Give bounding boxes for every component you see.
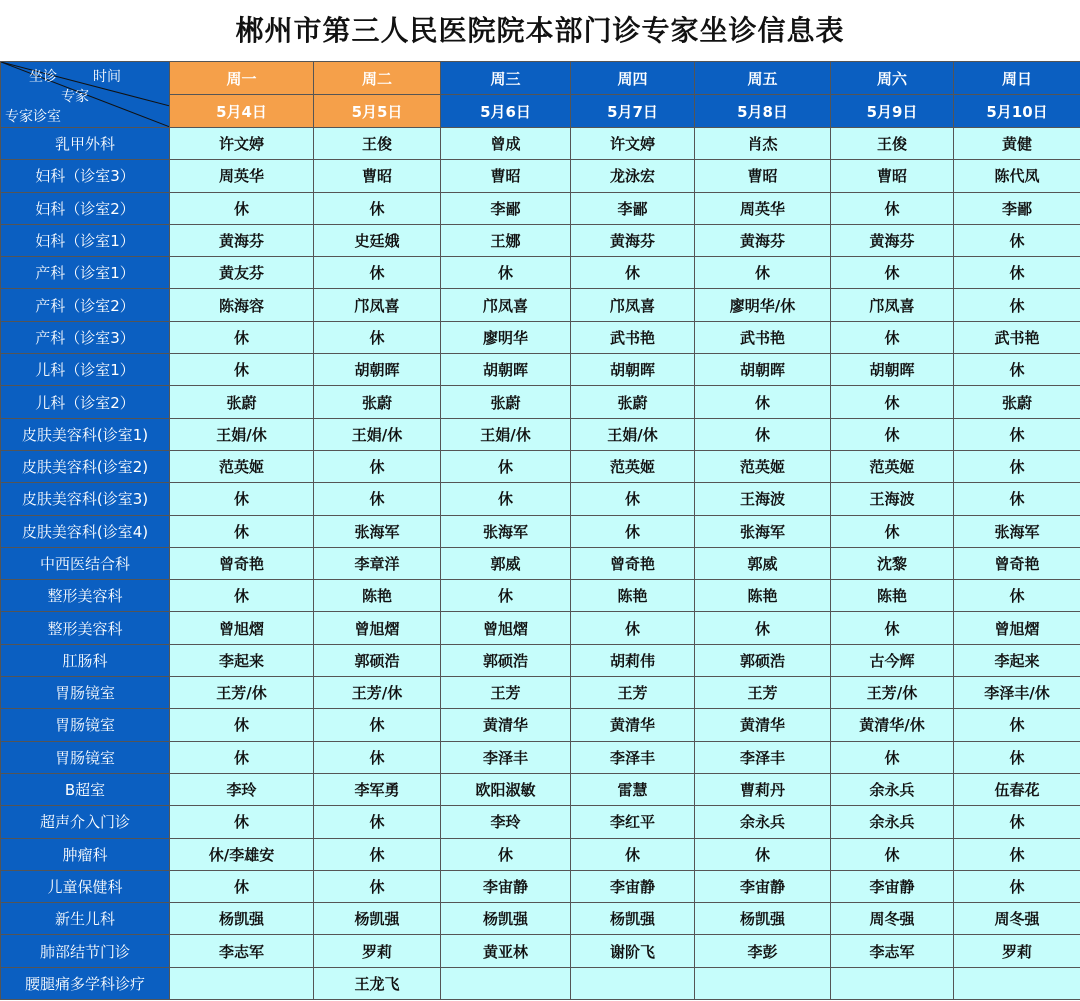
table-row <box>1 547 1080 579</box>
schedule-table <box>0 61 1080 1000</box>
table-row <box>1 224 1080 256</box>
doctor-cell: 王芳/休 <box>831 677 954 709</box>
department-cell: 胃肠镜室 <box>1 709 170 741</box>
doctor-cell: 王芳 <box>571 677 695 709</box>
doctor-cell: 休 <box>314 870 441 902</box>
doctor-cell: 休 <box>954 838 1080 870</box>
doctor-cell: 胡朝晖 <box>571 354 695 386</box>
table-row <box>1 160 1080 192</box>
doctor-cell: 罗莉 <box>314 935 441 967</box>
table-row <box>1 612 1080 644</box>
doctor-cell: 陈艳 <box>571 580 695 612</box>
doctor-cell: 杨凯强 <box>695 903 831 935</box>
doctor-cell: 休 <box>954 224 1080 256</box>
department-cell: B超室 <box>1 773 170 805</box>
doctor-cell: 郭硕浩 <box>314 644 441 676</box>
doctor-cell: 沈黎 <box>831 547 954 579</box>
table-row <box>1 967 1080 999</box>
table-row <box>1 838 1080 870</box>
department-cell: 产科（诊室1） <box>1 257 170 289</box>
department-cell: 皮肤美容科(诊室1) <box>1 418 170 450</box>
doctor-cell: 李志军 <box>170 935 314 967</box>
doctor-cell: 李泽丰/休 <box>954 677 1080 709</box>
doctor-cell: 范英姬 <box>695 450 831 482</box>
doctor-cell: 休 <box>695 612 831 644</box>
doctor-cell: 张海军 <box>695 515 831 547</box>
doctor-cell: 休 <box>170 806 314 838</box>
doctor-cell: 黄清华 <box>571 709 695 741</box>
doctor-cell: 陈海容 <box>170 289 314 321</box>
doctor-cell: 曾成 <box>441 128 571 160</box>
doctor-cell: 杨凯强 <box>170 903 314 935</box>
table-row <box>1 483 1080 515</box>
table-row <box>1 289 1080 321</box>
doctor-cell <box>954 967 1080 999</box>
doctor-cell: 休 <box>314 806 441 838</box>
table-row <box>1 128 1080 160</box>
doctor-cell: 张海军 <box>314 515 441 547</box>
department-cell: 整形美容科 <box>1 612 170 644</box>
department-cell: 儿科（诊室1） <box>1 354 170 386</box>
doctor-cell: 休 <box>571 257 695 289</box>
department-cell: 产科（诊室3） <box>1 321 170 353</box>
corner-label-expert: 专家 <box>61 89 89 105</box>
table-row <box>1 257 1080 289</box>
doctor-cell: 李章洋 <box>314 547 441 579</box>
doctor-cell: 王娟/休 <box>170 418 314 450</box>
doctor-cell: 王芳/休 <box>314 677 441 709</box>
corner-label-sit: 坐诊 <box>29 69 57 85</box>
doctor-cell: 武书艳 <box>695 321 831 353</box>
date-header: 5月5日 <box>314 95 441 128</box>
table-row <box>1 806 1080 838</box>
department-cell: 中西医结合科 <box>1 547 170 579</box>
doctor-cell: 邝凤喜 <box>571 289 695 321</box>
doctor-cell: 曹昭 <box>314 160 441 192</box>
doctor-cell: 休 <box>441 838 571 870</box>
doctor-cell: 曾旭熠 <box>314 612 441 644</box>
doctor-cell: 陈艳 <box>314 580 441 612</box>
department-cell: 肿瘤科 <box>1 838 170 870</box>
department-cell: 产科（诊室2） <box>1 289 170 321</box>
doctor-cell: 休 <box>831 838 954 870</box>
doctor-cell: 王娜 <box>441 224 571 256</box>
weekday-header: 周四 <box>571 62 695 95</box>
department-cell: 新生儿科 <box>1 903 170 935</box>
doctor-cell: 郭硕浩 <box>441 644 571 676</box>
doctor-cell: 休 <box>314 257 441 289</box>
doctor-cell: 张蔚 <box>314 386 441 418</box>
doctor-cell: 陈代凤 <box>954 160 1080 192</box>
doctor-cell: 周冬强 <box>954 903 1080 935</box>
doctor-cell: 休 <box>831 515 954 547</box>
doctor-cell: 休 <box>954 709 1080 741</box>
doctor-cell: 休 <box>170 354 314 386</box>
doctor-cell: 曾奇艳 <box>170 547 314 579</box>
doctor-cell: 曾奇艳 <box>954 547 1080 579</box>
department-cell: 超声介入门诊 <box>1 806 170 838</box>
table-row <box>1 321 1080 353</box>
doctor-cell: 杨凯强 <box>571 903 695 935</box>
doctor-cell <box>695 967 831 999</box>
weekday-header: 周一 <box>170 62 314 95</box>
table-row <box>1 515 1080 547</box>
doctor-cell: 范英姬 <box>571 450 695 482</box>
doctor-cell: 李泽丰 <box>571 741 695 773</box>
doctor-cell: 休 <box>314 450 441 482</box>
department-cell: 整形美容科 <box>1 580 170 612</box>
doctor-cell: 休 <box>695 418 831 450</box>
doctor-cell: 伍春花 <box>954 773 1080 805</box>
department-cell: 肛肠科 <box>1 644 170 676</box>
doctor-cell: 黄清华/休 <box>831 709 954 741</box>
doctor-cell: 胡朝晖 <box>695 354 831 386</box>
doctor-cell: 李鄙 <box>571 192 695 224</box>
doctor-cell: 邝凤喜 <box>314 289 441 321</box>
doctor-cell: 胡莉伟 <box>571 644 695 676</box>
doctor-cell: 李彭 <box>695 935 831 967</box>
doctor-cell: 休 <box>695 257 831 289</box>
doctor-cell: 黄清华 <box>695 709 831 741</box>
weekday-header: 周二 <box>314 62 441 95</box>
doctor-cell: 张蔚 <box>571 386 695 418</box>
doctor-cell: 廖明华/休 <box>695 289 831 321</box>
doctor-cell: 黄亚林 <box>441 935 571 967</box>
doctor-cell: 曹昭 <box>831 160 954 192</box>
doctor-cell: 雷慧 <box>571 773 695 805</box>
department-cell: 妇科（诊室2） <box>1 192 170 224</box>
doctor-cell: 张蔚 <box>954 386 1080 418</box>
doctor-cell: 范英姬 <box>831 450 954 482</box>
doctor-cell: 李起来 <box>954 644 1080 676</box>
doctor-cell: 休 <box>170 741 314 773</box>
doctor-cell: 周英华 <box>170 160 314 192</box>
doctor-cell: 李宙静 <box>441 870 571 902</box>
doctor-cell: 曹莉丹 <box>695 773 831 805</box>
department-cell: 胃肠镜室 <box>1 677 170 709</box>
doctor-cell: 周英华 <box>695 192 831 224</box>
department-cell: 肺部结节门诊 <box>1 935 170 967</box>
doctor-cell: 休 <box>954 483 1080 515</box>
doctor-cell: 欧阳淑敏 <box>441 773 571 805</box>
doctor-cell: 张海军 <box>954 515 1080 547</box>
doctor-cell: 休 <box>954 806 1080 838</box>
doctor-cell: 休 <box>695 386 831 418</box>
doctor-cell: 休 <box>954 450 1080 482</box>
doctor-cell: 周冬强 <box>831 903 954 935</box>
table-row <box>1 418 1080 450</box>
doctor-cell: 休 <box>831 321 954 353</box>
doctor-cell: 曾奇艳 <box>571 547 695 579</box>
doctor-cell: 休 <box>441 257 571 289</box>
doctor-cell: 李鄙 <box>954 192 1080 224</box>
weekday-header: 周五 <box>695 62 831 95</box>
doctor-cell: 谢阶飞 <box>571 935 695 967</box>
doctor-cell: 休 <box>954 418 1080 450</box>
corner-header <box>1 62 170 128</box>
doctor-cell: 李泽丰 <box>695 741 831 773</box>
doctor-cell: 王海波 <box>695 483 831 515</box>
department-cell: 胃肠镜室 <box>1 741 170 773</box>
doctor-cell <box>170 967 314 999</box>
doctor-cell: 陈艳 <box>695 580 831 612</box>
doctor-cell: 范英姬 <box>170 450 314 482</box>
doctor-cell: 郭硕浩 <box>695 644 831 676</box>
doctor-cell: 休 <box>441 580 571 612</box>
doctor-cell: 张海军 <box>441 515 571 547</box>
doctor-cell: 休 <box>571 483 695 515</box>
doctor-cell: 休 <box>314 483 441 515</box>
doctor-cell: 黄友芬 <box>170 257 314 289</box>
table-row <box>1 870 1080 902</box>
weekday-header: 周六 <box>831 62 954 95</box>
doctor-cell: 休 <box>170 580 314 612</box>
doctor-cell: 李宙静 <box>695 870 831 902</box>
department-cell: 儿童保健科 <box>1 870 170 902</box>
doctor-cell: 李鄙 <box>441 192 571 224</box>
doctor-cell: 王娟/休 <box>441 418 571 450</box>
doctor-cell: 休 <box>170 192 314 224</box>
doctor-cell: 休 <box>831 257 954 289</box>
department-cell: 皮肤美容科(诊室3) <box>1 483 170 515</box>
table-row <box>1 580 1080 612</box>
doctor-cell <box>441 967 571 999</box>
doctor-cell: 邝凤喜 <box>831 289 954 321</box>
doctor-cell: 张蔚 <box>170 386 314 418</box>
doctor-cell: 武书艳 <box>954 321 1080 353</box>
doctor-cell: 曾旭熠 <box>170 612 314 644</box>
doctor-cell: 休 <box>441 483 571 515</box>
doctor-cell: 黄健 <box>954 128 1080 160</box>
doctor-cell: 曾旭熠 <box>441 612 571 644</box>
doctor-cell: 休 <box>314 321 441 353</box>
doctor-cell: 王娟/休 <box>571 418 695 450</box>
table-row <box>1 741 1080 773</box>
doctor-cell: 邝凤喜 <box>441 289 571 321</box>
date-header: 5月4日 <box>170 95 314 128</box>
doctor-cell: 李玲 <box>170 773 314 805</box>
doctor-cell: 罗莉 <box>954 935 1080 967</box>
doctor-cell: 王娟/休 <box>314 418 441 450</box>
doctor-cell <box>831 967 954 999</box>
doctor-cell <box>571 967 695 999</box>
doctor-cell: 休 <box>831 418 954 450</box>
doctor-cell: 李志军 <box>831 935 954 967</box>
department-cell: 妇科（诊室3） <box>1 160 170 192</box>
date-header: 5月6日 <box>441 95 571 128</box>
doctor-cell: 休 <box>954 354 1080 386</box>
doctor-cell: 余永兵 <box>831 806 954 838</box>
doctor-cell: 肖杰 <box>695 128 831 160</box>
doctor-cell: 休/李雄安 <box>170 838 314 870</box>
doctor-cell: 休 <box>170 483 314 515</box>
doctor-cell: 曾旭熠 <box>954 612 1080 644</box>
doctor-cell: 王俊 <box>314 128 441 160</box>
doctor-cell: 李红平 <box>571 806 695 838</box>
doctor-cell: 休 <box>571 838 695 870</box>
doctor-cell: 武书艳 <box>571 321 695 353</box>
doctor-cell: 龙泳宏 <box>571 160 695 192</box>
date-header: 5月8日 <box>695 95 831 128</box>
doctor-cell: 休 <box>831 386 954 418</box>
doctor-cell: 郭威 <box>695 547 831 579</box>
doctor-cell: 杨凯强 <box>441 903 571 935</box>
date-header: 5月10日 <box>954 95 1080 128</box>
doctor-cell: 休 <box>170 515 314 547</box>
doctor-cell: 王海波 <box>831 483 954 515</box>
doctor-cell: 黄海芬 <box>571 224 695 256</box>
doctor-cell: 休 <box>314 709 441 741</box>
doctor-cell: 古今辉 <box>831 644 954 676</box>
department-cell: 腰腿痛多学科诊疗 <box>1 967 170 999</box>
doctor-cell: 休 <box>695 838 831 870</box>
doctor-cell: 余永兵 <box>695 806 831 838</box>
department-cell: 皮肤美容科(诊室4) <box>1 515 170 547</box>
doctor-cell: 李军勇 <box>314 773 441 805</box>
doctor-cell: 陈艳 <box>831 580 954 612</box>
doctor-cell: 史廷娥 <box>314 224 441 256</box>
corner-label-time: 时间 <box>93 69 121 85</box>
doctor-cell: 休 <box>314 741 441 773</box>
doctor-cell: 王俊 <box>831 128 954 160</box>
doctor-cell: 杨凯强 <box>314 903 441 935</box>
doctor-cell: 李起来 <box>170 644 314 676</box>
department-cell: 乳甲外科 <box>1 128 170 160</box>
table-row <box>1 450 1080 482</box>
doctor-cell: 胡朝晖 <box>314 354 441 386</box>
doctor-cell: 李玲 <box>441 806 571 838</box>
doctor-cell: 张蔚 <box>441 386 571 418</box>
doctor-cell: 王芳 <box>441 677 571 709</box>
doctor-cell: 曹昭 <box>695 160 831 192</box>
doctor-cell: 王龙飞 <box>314 967 441 999</box>
table-row <box>1 192 1080 224</box>
doctor-cell: 休 <box>571 515 695 547</box>
doctor-cell: 李宙静 <box>831 870 954 902</box>
table-row <box>1 935 1080 967</box>
doctor-cell: 休 <box>954 257 1080 289</box>
doctor-cell: 李泽丰 <box>441 741 571 773</box>
doctor-cell: 廖明华 <box>441 321 571 353</box>
doctor-cell: 休 <box>831 741 954 773</box>
table-row <box>1 709 1080 741</box>
doctor-cell: 休 <box>314 192 441 224</box>
doctor-cell: 曹昭 <box>441 160 571 192</box>
doctor-cell: 休 <box>831 612 954 644</box>
doctor-cell: 黄海芬 <box>831 224 954 256</box>
doctor-cell: 休 <box>170 321 314 353</box>
doctor-cell: 胡朝晖 <box>831 354 954 386</box>
doctor-cell: 郭威 <box>441 547 571 579</box>
doctor-cell: 休 <box>954 289 1080 321</box>
weekday-header: 周日 <box>954 62 1080 95</box>
doctor-cell: 许文婷 <box>170 128 314 160</box>
doctor-cell: 休 <box>954 870 1080 902</box>
table-row <box>1 773 1080 805</box>
doctor-cell: 胡朝晖 <box>441 354 571 386</box>
doctor-cell: 休 <box>441 450 571 482</box>
corner-label-room: 专家诊室 <box>5 109 61 125</box>
doctor-cell: 黄海芬 <box>695 224 831 256</box>
doctor-cell: 休 <box>170 870 314 902</box>
department-cell: 妇科（诊室1） <box>1 224 170 256</box>
doctor-cell: 休 <box>831 192 954 224</box>
doctor-cell: 王芳 <box>695 677 831 709</box>
date-header: 5月9日 <box>831 95 954 128</box>
table-row <box>1 677 1080 709</box>
doctor-cell: 休 <box>314 838 441 870</box>
table-row <box>1 644 1080 676</box>
weekday-header: 周三 <box>441 62 571 95</box>
doctor-cell: 余永兵 <box>831 773 954 805</box>
page-title: 郴州市第三人民医院院本部门诊专家坐诊信息表 <box>235 14 845 47</box>
doctor-cell: 黄海芬 <box>170 224 314 256</box>
doctor-cell: 休 <box>571 612 695 644</box>
table-row <box>1 354 1080 386</box>
doctor-cell: 休 <box>954 580 1080 612</box>
department-cell: 儿科（诊室2） <box>1 386 170 418</box>
table-row <box>1 386 1080 418</box>
doctor-cell: 李宙静 <box>571 870 695 902</box>
doctor-cell: 休 <box>170 709 314 741</box>
doctor-cell: 许文婷 <box>571 128 695 160</box>
doctor-cell: 休 <box>954 741 1080 773</box>
date-header: 5月7日 <box>571 95 695 128</box>
table-row <box>1 903 1080 935</box>
doctor-cell: 王芳/休 <box>170 677 314 709</box>
department-cell: 皮肤美容科(诊室2) <box>1 450 170 482</box>
doctor-cell: 黄清华 <box>441 709 571 741</box>
